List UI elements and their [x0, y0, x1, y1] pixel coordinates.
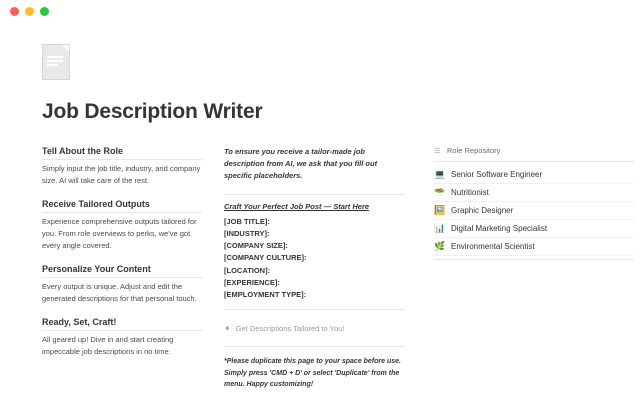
- placeholder-employment-type[interactable]: [EMPLOYMENT TYPE]:: [224, 289, 307, 299]
- feature-heading: Ready, Set, Craft!: [42, 317, 202, 331]
- placeholder-location[interactable]: [LOCATION]:: [224, 265, 271, 275]
- list-item-label: Graphic Designer: [451, 206, 514, 215]
- list-item[interactable]: [434, 238, 634, 256]
- feature-body: Simply input the job title, industry, and company size. AI will take care of the rest.: [42, 164, 201, 185]
- role-repository-header: [434, 146, 634, 162]
- placeholder-company-size[interactable]: [COMPANY SIZE]:: [224, 241, 288, 251]
- list-icon: ☰: [434, 147, 441, 155]
- laptop-icon: 💻: [434, 169, 446, 179]
- salad-icon: 🥗: [434, 187, 446, 197]
- feature-body: Experience comprehensive outputs tailored for you. From role overviews to perks, we've got every angle covered.: [42, 217, 197, 250]
- role-repository-title: Role Repository: [447, 146, 501, 155]
- list-item[interactable]: [434, 166, 634, 184]
- page-title: Job Description Writer: [42, 100, 263, 123]
- list-item[interactable]: [434, 202, 634, 220]
- close-window-button[interactable]: [10, 7, 19, 16]
- feature-heading: Personalize Your Content: [42, 264, 202, 278]
- list-item[interactable]: [434, 220, 634, 238]
- list-item-label: Digital Marketing Specialist: [451, 224, 548, 233]
- maximize-window-button[interactable]: [40, 7, 49, 16]
- placeholder-industry[interactable]: [INDUSTRY]:: [224, 229, 270, 239]
- features-column: [42, 146, 202, 391]
- generate-descriptions-button[interactable]: [224, 321, 404, 336]
- duplicate-note: *Please duplicate this page to your space before use. Simply press 'CMD + D' or select 'Duplicate' from the menu. Happy customizing!: [224, 346, 404, 391]
- feature-block: [42, 146, 202, 186]
- feature-heading: Receive Tailored Outputs: [42, 199, 202, 213]
- placeholder-job-title[interactable]: [JOB TITLE]:: [224, 217, 270, 226]
- feature-body: Every output is unique. Adjust and edit the generated descriptions for that personal touch.: [42, 282, 197, 303]
- feature-body: All geared up! Dive in and start creating impeccable job descriptions in no time.: [42, 335, 174, 356]
- minimize-window-button[interactable]: [25, 7, 34, 16]
- placeholder-experience[interactable]: [EXPERIENCE]:: [224, 277, 280, 287]
- feature-heading: Tell About the Role: [42, 146, 202, 160]
- feature-block: [42, 199, 202, 251]
- intro-text: To ensure you receive a tailor-made job description from AI, we ask that you fill out specific placeholders.: [224, 147, 378, 180]
- picture-icon: 🖼️: [434, 205, 446, 215]
- prompt-start-link[interactable]: Craft Your Perfect Job Post — Start Here: [224, 202, 370, 211]
- placeholder-company-culture[interactable]: [COMPANY CULTURE]:: [224, 253, 307, 263]
- list-item[interactable]: [434, 184, 634, 202]
- list-item-label: Senior Software Engineer: [451, 170, 543, 179]
- feature-block: [42, 264, 202, 304]
- chart-icon: 📊: [434, 223, 446, 233]
- prompt-template-block: [224, 194, 404, 310]
- generate-descriptions-label: Get Descriptions Tailored to You!: [235, 323, 345, 333]
- feature-block: [42, 317, 202, 357]
- list-item-label: Nutritionist: [451, 188, 489, 197]
- window-titlebar: [0, 0, 640, 22]
- content-columns: [42, 146, 598, 391]
- sparkle-icon: ✦: [224, 323, 231, 333]
- role-repository-column: [434, 146, 634, 391]
- list-item-label: Environmental Scientist: [451, 242, 535, 251]
- page-content: [0, 44, 640, 391]
- prompt-column: [224, 146, 404, 391]
- divider: [434, 259, 634, 260]
- leaf-icon: 🌿: [434, 241, 446, 251]
- document-icon[interactable]: [42, 44, 72, 82]
